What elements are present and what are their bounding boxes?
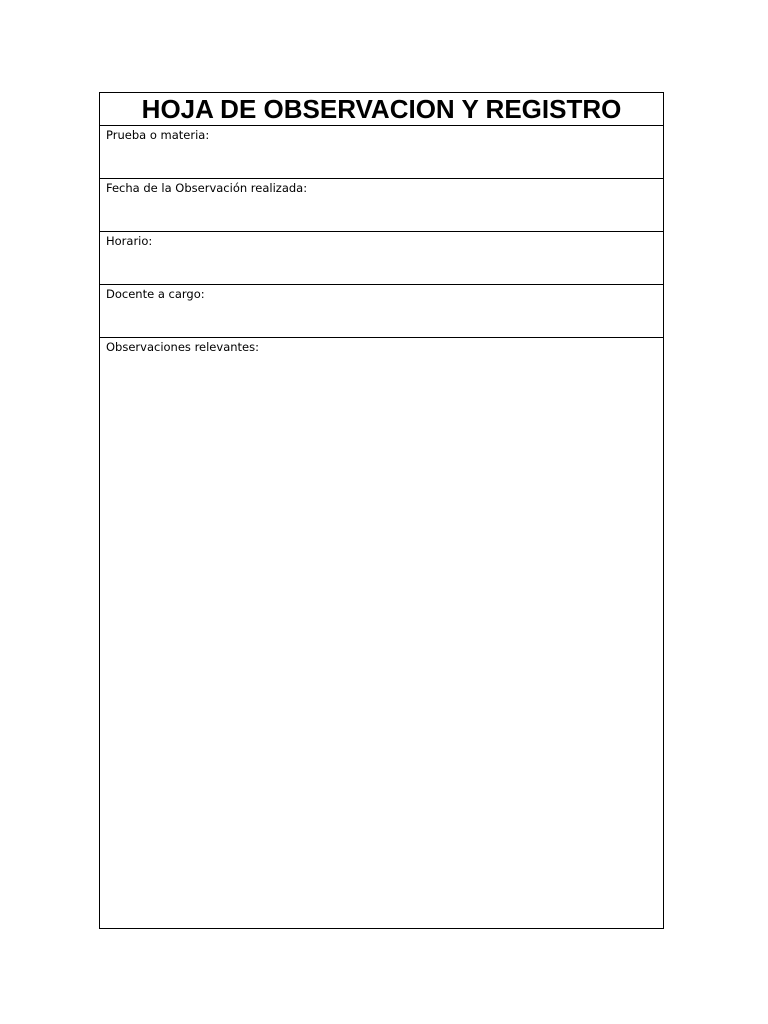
field-row-observations	[100, 338, 664, 929]
teacher-label: Docente a cargo:	[106, 287, 205, 301]
schedule-label: Horario:	[106, 234, 153, 248]
subject-label: Prueba o materia:	[106, 128, 210, 142]
field-row-date	[100, 179, 664, 232]
field-row-subject	[100, 126, 664, 179]
observations-label: Observaciones relevantes:	[106, 340, 259, 354]
observation-date-field[interactable]	[100, 179, 664, 232]
form-title: HOJA DE OBSERVACION Y REGISTRO	[100, 93, 664, 126]
schedule-field[interactable]	[100, 232, 664, 285]
observation-form-table	[99, 92, 664, 929]
teacher-field[interactable]	[100, 285, 664, 338]
title-row	[100, 93, 664, 126]
field-row-teacher	[100, 285, 664, 338]
observation-date-label: Fecha de la Observación realizada:	[106, 181, 308, 195]
subject-field[interactable]	[100, 126, 664, 179]
observations-field[interactable]	[100, 338, 664, 929]
field-row-schedule	[100, 232, 664, 285]
